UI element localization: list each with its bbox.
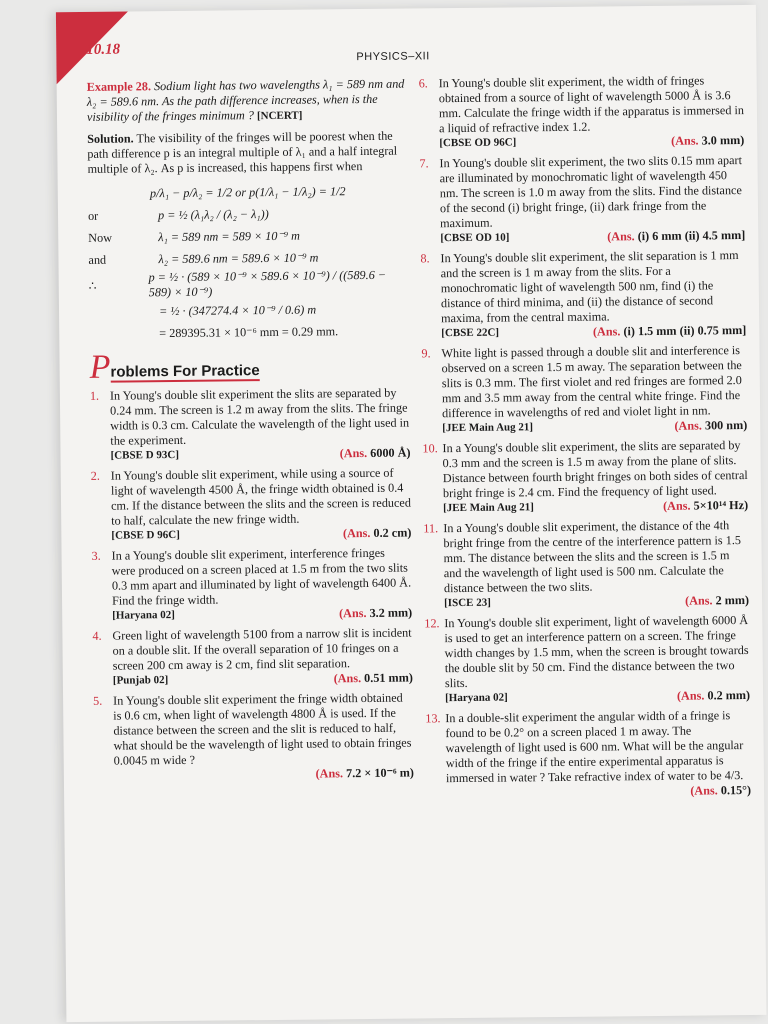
problem-answer [677,688,750,704]
answer-value: 2 mm) [715,592,750,608]
answer-prefix: (Ans. [342,525,371,541]
problem-source-tag: [Haryana 02] [112,608,175,622]
problem-source-tag: [CBSE 22C] [441,326,500,340]
problem-list-left [90,386,414,784]
section-heading [89,348,409,386]
problem-text: Green light of wavelength 5100 from a narrow slit is incident on a double slit. If the overall separation of 10 fringes on a screen 200 cm away is 2 cm, find slit separation. [112,625,412,673]
problem-text: In Young's double slit experiment the slits are separated by 0.24 mm. The screen is 1.2 m away from the slits. The fringe width is 0.3 cm. Calculate the wavelength of the light used in the experiment. [109,385,410,448]
answer-prefix: (Ans. [671,133,699,148]
problem-number: 13. [425,711,441,726]
answer-prefix: (Ans. [333,671,362,686]
problem-body [445,708,751,801]
problem-number: 3. [91,548,101,563]
example-text: Sodium light has two wavelengths λ₁ = 589 nm and λ₂ = 589.6 nm. As the path difference increases, when is the visibility of the fringes minimum ? [86,76,405,124]
problem-answer [663,498,748,514]
problem-item [422,438,748,516]
problem-text: In a Young's double slit experiment, interference fringes were produced on a screen placed at 1.5 m from the two slits 0.3 mm apart and illuminated by light of wavelength 6400 Å. Find the fringe width. [111,545,412,608]
answer-prefix: (Ans. [338,605,367,621]
problem-source-tag: [Haryana 02] [445,691,508,705]
problem-text: In a double-slit experiment the angular width of a fringe is found to be 0.2° on a screen placed 1 m away. The wavelength of light used is 600 nm. What will be the angular width of the fringe if the entire experimental apparatus is immersed in water ? Take refractive index of water to be 4/3. [445,708,744,786]
problem-body [439,73,745,151]
problem-body [442,438,748,516]
eq-and-text: λ₂ = 589.6 nm = 589.6 × 10⁻⁹ m [158,249,319,266]
problem-number: 8. [420,251,430,266]
answer-value: 300 nm) [704,417,748,433]
equation-step: = ½ · (347274.4 × 10⁻⁹ / 0.6) m [158,302,317,318]
problem-text: In Young's double slit experiment, while using a source of light of wavelength 4500 Å, the fringe width obtained is 0.4 cm. If the distance between the slits and the screen is reduced to half, calculate the new fringe width. [110,465,411,528]
answer-prefix: (Ans. [607,229,635,244]
answer-value: (i) 6 mm (ii) 4.5 mm] [637,228,746,244]
problem-source-tag: [JEE Main Aug 21] [443,501,534,515]
problem-body [112,626,413,689]
problem-number: 4. [92,628,102,643]
problem-meta [441,323,746,341]
problem-item [91,466,412,544]
problem-source-tag: [CBSE D 93C] [110,448,180,462]
problem-source-tag: [ISCE 23] [444,596,491,610]
answer-prefix: (Ans. [674,418,702,433]
answer-value: 3.0 mm) [701,133,745,148]
equations [88,180,410,345]
answer-value: 0.2 mm) [707,687,751,703]
section-title: roblems For Practice [110,362,260,381]
problem-meta [443,498,748,516]
problem-meta [110,446,410,464]
problem-body [444,613,750,706]
problem-number: 9. [421,346,431,361]
answer-value: (i) 1.5 mm (ii) 0.75 mm] [623,322,747,339]
section-initial: P [89,348,111,386]
problem-body [440,248,746,341]
problem-answer [339,606,412,622]
problem-answer [334,671,413,687]
right-column [419,73,752,806]
solution [87,129,407,177]
problem-source-tag: [CBSE D 96C] [111,528,180,542]
solution-label: Solution. [87,131,134,146]
problem-body [439,153,745,246]
answer-prefix: (Ans. [592,324,621,339]
equation-1: p/λ₁ − p/λ₂ = 1/2 or p(1/λ₁ − 1/λ₂) = 1/2 [149,183,346,200]
problem-item [93,691,414,784]
problem-source-tag: [CBSE OD 10] [440,231,510,245]
problem-text: In Young's double slit experiment, the slit separation is 1 mm and the screen is 1 m away from the slits. For a monochromatic light of wavelength 500 nm, find (i) the distance of third minima, and (ii) the distance of second maxima, from the central maxima. [440,248,739,326]
problem-number: 1. [89,388,100,403]
problem-item [419,153,745,246]
problem-item [424,613,750,706]
problem-item [90,386,411,464]
problem-meta [112,606,412,624]
problem-list-right [419,73,752,801]
eq-now-text: λ₁ = 589 nm = 589 × 10⁻⁹ m [158,228,301,244]
problem-answer [690,783,751,799]
answer-prefix: (Ans. [676,688,705,703]
problem-text: In a Young's double slit experiment, the slits are separated by 0.3 mm and the screen is 1.5 m away from the plane of slits. Distance between fourth bright fringes on both sides of central bright fringe is 2.4 cm. Find the frequency of light used. [442,438,748,501]
problem-text: In a Young's double slit experiment, the distance of the 4th bright fringe from the centre of the interference pattern is 1.5 mm. The distance between the slits and the screen is 1.5 m and the wavelength of light used is 500 nm. Calculate the distance between the two slits. [443,518,741,596]
eq-label-or: or [87,208,99,223]
answer-value: 7.2 × 10⁻⁶ m) [345,765,414,781]
answer-value: 0.51 mm) [364,670,413,686]
problem-meta [111,526,411,544]
problem-answer [674,418,747,434]
answer-value: 6000 Å) [370,445,411,460]
answer-value: 0.2 cm) [373,525,412,540]
eq-2-text: p = ½ (λ₁λ₂ / (λ₂ − λ₁)) [157,206,269,222]
problem-number: 10. [422,441,438,456]
problem-body [443,518,749,611]
problem-meta [114,766,414,784]
solution-text: The visibility of the fringes will be poorest when the path difference p is an integral multiple of λ₁ and a half integral multiple of λ₂. As p is increased, this happens first when [87,128,398,176]
example-label: Example 28. [86,79,152,94]
problem-body [441,343,747,436]
page-header: PHYSICS–XII [356,50,430,64]
answer-value: 5×10¹⁴ Hz) [693,497,749,513]
problem-number: 11. [423,521,439,536]
answer-prefix: (Ans. [315,766,344,781]
problem-answer [685,593,749,609]
problem-meta [445,688,750,706]
problem-meta [439,133,744,151]
problem-body [110,386,411,464]
answer-prefix: (Ans. [690,783,718,798]
eq-label-and: and [88,252,107,267]
textbook-page [56,5,767,1022]
problem-text: In Young's double slit experiment the fringe width obtained is 0.6 cm, when light of wavelength 4800 Å is used. If the distance between the screen and the slit is reduced to half, what should be the wavelength of light used to obtain fringes 0.0045 m wide ? [113,690,412,768]
example-tag: [NCERT] [256,109,303,123]
problem-item [420,248,746,341]
problem-item [425,708,751,801]
problem-meta [440,228,745,246]
problem-source-tag: [CBSE OD 96C] [439,136,517,150]
answer-value: 3.2 mm) [369,605,413,620]
problem-meta [444,593,749,611]
answer-prefix: (Ans. [685,593,713,608]
problem-answer [316,766,414,782]
equation-result: = 289395.31 × 10⁻⁶ mm = 0.29 mm. [159,323,339,340]
problem-text: In Young's double slit experiment, the width of fringes obtained from a source of light of wavelength 5000 Å is 3.6 mm. Calculate the fringe width if the apparatus is immersed in a liquid of refractive index 1.2. [438,73,744,136]
problem-answer [343,526,412,542]
problem-number: 5. [93,693,103,708]
problem-item [92,546,413,624]
page-number: 10.18 [86,41,121,58]
problem-text: White light is passed through a double slit and interference is observed on a screen 1.5 m away. The separation between the slits is 0.3 mm. The first violet and red fringes are formed 2.0 mm and 3.5 mm away from the central white fringe. Find the difference in wavelengths of red and violet light in nm. [441,343,742,421]
answer-prefix: (Ans. [663,498,691,513]
problem-body [113,691,414,784]
problem-item [423,518,749,611]
problem-number: 12. [424,616,440,631]
problem-answer [593,323,746,340]
problem-number: 6. [418,76,428,91]
eq-label-now: Now [88,230,113,245]
problem-body [111,466,412,544]
problem-meta [446,783,751,801]
problem-answer [671,133,744,149]
problem-meta [113,671,413,689]
equation-therefore [89,268,409,301]
problem-meta [442,418,747,436]
problem-item [421,343,747,436]
problem-text: In Young's double slit experiment, light of wavelength 6000 Å is used to get an interference pattern on a screen. The fringe width changes by 1.5 mm, when the screen is brought towards the double slit by 50 cm. Find the distance between the two slits. [444,612,749,691]
eq-label-therefore: ∴ [88,278,97,293]
answer-prefix: (Ans. [339,445,368,461]
problem-source-tag: [JEE Main Aug 21] [442,421,534,435]
example-question [87,77,407,126]
problem-number: 2. [90,468,100,483]
problem-number: 7. [419,156,429,171]
problem-answer [607,228,745,244]
problem-answer [340,446,411,462]
left-column [87,77,414,789]
eq-therefore-text: p = ½ · (589 × 10⁻⁹ × 589.6 × 10⁻⁹) / ((589.6 − 589) × 10⁻⁹) [148,267,387,300]
problem-body [112,546,413,624]
problem-item [92,626,413,689]
problem-source-tag: [Punjab 02] [112,674,169,687]
problem-item [419,73,745,151]
problem-text: In Young's double slit experiment, the two slits 0.15 mm apart are illuminated by monochromatic light of wavelength 450 nm. The screen is 1.0 m away from the slits. Find the distance of the second (i) bright fringe, (ii) dark fringe from the maximum. [439,153,743,231]
answer-value: 0.15°) [720,782,752,798]
